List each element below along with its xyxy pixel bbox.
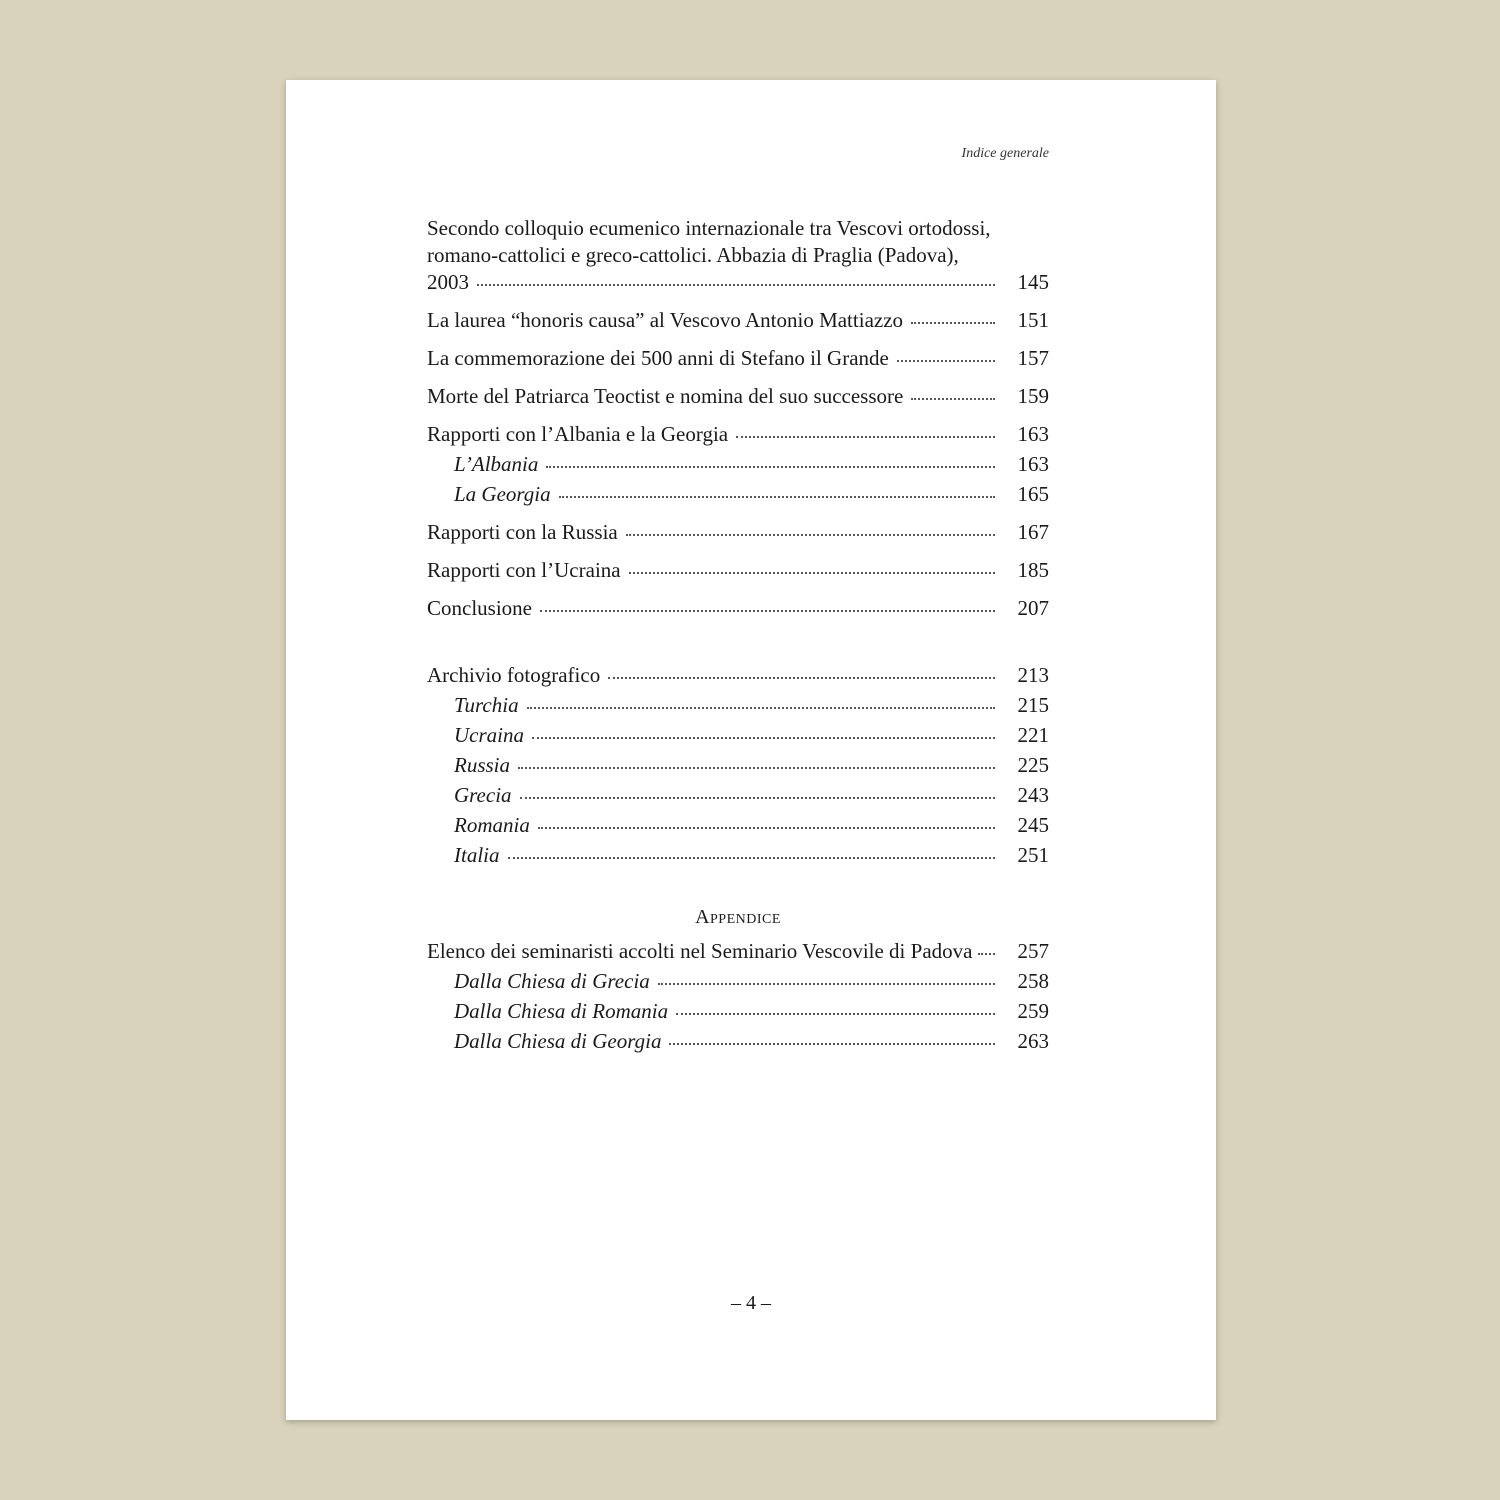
toc-entry-line: Secondo colloquio ecumenico internazionale tra Vescovi ortodossi, [427,216,991,240]
leader-dots [978,953,995,955]
toc-subentry [427,451,1049,478]
leader-dots [911,398,995,400]
leader-dots [629,572,995,574]
toc-page-number: 163 [1017,422,1049,446]
toc-entry [427,519,1049,546]
toc-entry-label: La laurea “honoris causa” al Vescovo Antonio Mattiazzo [427,308,904,332]
leader-dots [559,496,995,498]
toc-page-number: 167 [1017,520,1049,544]
toc-entry-label: Grecia [454,783,512,807]
toc-entry [427,269,1049,296]
toc-page-number: 263 [1017,1029,1049,1053]
toc-entry-label: Rapporti con l’Albania e la Georgia [427,422,729,446]
toc-entry [427,557,1049,584]
toc-entry-label: La Georgia [454,482,551,506]
toc-page-number: 151 [1017,308,1049,332]
toc-entry [427,595,1049,622]
toc-entry-line: romano-cattolici e greco-cattolici. Abbazia di Praglia (Padova), [427,243,959,267]
toc-entry-label: Dalla Chiesa di Grecia [454,969,650,993]
toc-entry-label: 2003 [427,270,469,294]
toc-page-number: 165 [1017,482,1049,506]
toc-entry [427,938,1049,965]
toc-entry [427,662,1049,689]
toc-subentry [427,752,1049,779]
toc-entry-label: Turchia [454,693,519,717]
toc-page-number: 251 [1017,843,1049,867]
toc-entry-label: Elenco dei seminaristi accolti nel Seminario Vescovile di Padova [427,939,973,963]
toc-subentry [427,998,1049,1025]
toc-section-main [427,215,1049,622]
toc-entry-label: Russia [454,753,511,777]
toc-subentry [427,722,1049,749]
toc-entry-label: Morte del Patriarca Teoctist e nomina del suo successore [427,384,904,408]
leader-dots [540,610,995,612]
leader-dots [518,767,995,769]
leader-dots [676,1013,995,1015]
leader-dots [477,284,995,286]
toc-section-appendix [427,938,1049,1055]
toc-entry-label: Conclusione [427,596,532,620]
toc-entry-label: Dalla Chiesa di Georgia [454,1029,662,1053]
toc-subentry [427,782,1049,809]
toc-page-number: 185 [1017,558,1049,582]
toc-entry-label: La commemorazione dei 500 anni di Stefano il Grande [427,346,889,370]
toc-entry-multiline [427,215,1049,296]
toc-entry [427,307,1049,334]
toc-page-number: 215 [1017,693,1049,717]
toc-subentry [427,812,1049,839]
leader-dots [520,797,995,799]
toc-entry-label: Ucraina [454,723,524,747]
leader-dots [658,983,995,985]
page-number-footer: – 4 – [731,1292,771,1314]
toc-page-number: 207 [1017,596,1049,620]
toc-page-number: 213 [1017,663,1049,687]
leader-dots [626,534,995,536]
toc-page-number: 243 [1017,783,1049,807]
toc-entry [427,345,1049,372]
toc-page-number: 225 [1017,753,1049,777]
leader-dots [911,322,995,324]
toc-entry-label: Italia [454,843,500,867]
toc-subentry [427,968,1049,995]
leader-dots [736,436,995,438]
toc-subentry [427,1028,1049,1055]
running-head: Indice generale [961,146,1049,161]
toc-section-photo-archive [427,662,1049,869]
toc-page-number: 221 [1017,723,1049,747]
toc-page-number: 145 [1017,270,1049,294]
toc-entry [427,421,1049,448]
toc-page-number: 245 [1017,813,1049,837]
toc-entry-label: Archivio fotografico [427,663,601,687]
toc-subentry [427,692,1049,719]
toc-page-number: 257 [1017,939,1049,963]
leader-dots [538,827,995,829]
leader-dots [897,360,995,362]
leader-dots [669,1043,995,1045]
leader-dots [608,677,995,679]
leader-dots [546,466,995,468]
leader-dots [527,707,995,709]
toc-page-number: 157 [1017,346,1049,370]
leader-dots [508,857,996,859]
toc-entry-label: Dalla Chiesa di Romania [454,999,669,1023]
toc-subentry [427,481,1049,508]
toc-entry-label: Romania [454,813,530,837]
toc-page-number: 163 [1017,452,1049,476]
toc-page-number: 258 [1017,969,1049,993]
document-page [286,80,1216,1420]
toc-page-number: 259 [1017,999,1049,1023]
toc-subentry [427,842,1049,869]
appendix-heading: Appendice [695,906,781,928]
toc-page-number: 159 [1017,384,1049,408]
leader-dots [532,737,995,739]
toc-entry-label: L’Albania [454,452,539,476]
toc-entry-label: Rapporti con la Russia [427,520,618,544]
toc-entry [427,383,1049,410]
toc-entry-label: Rapporti con l’Ucraina [427,558,621,582]
